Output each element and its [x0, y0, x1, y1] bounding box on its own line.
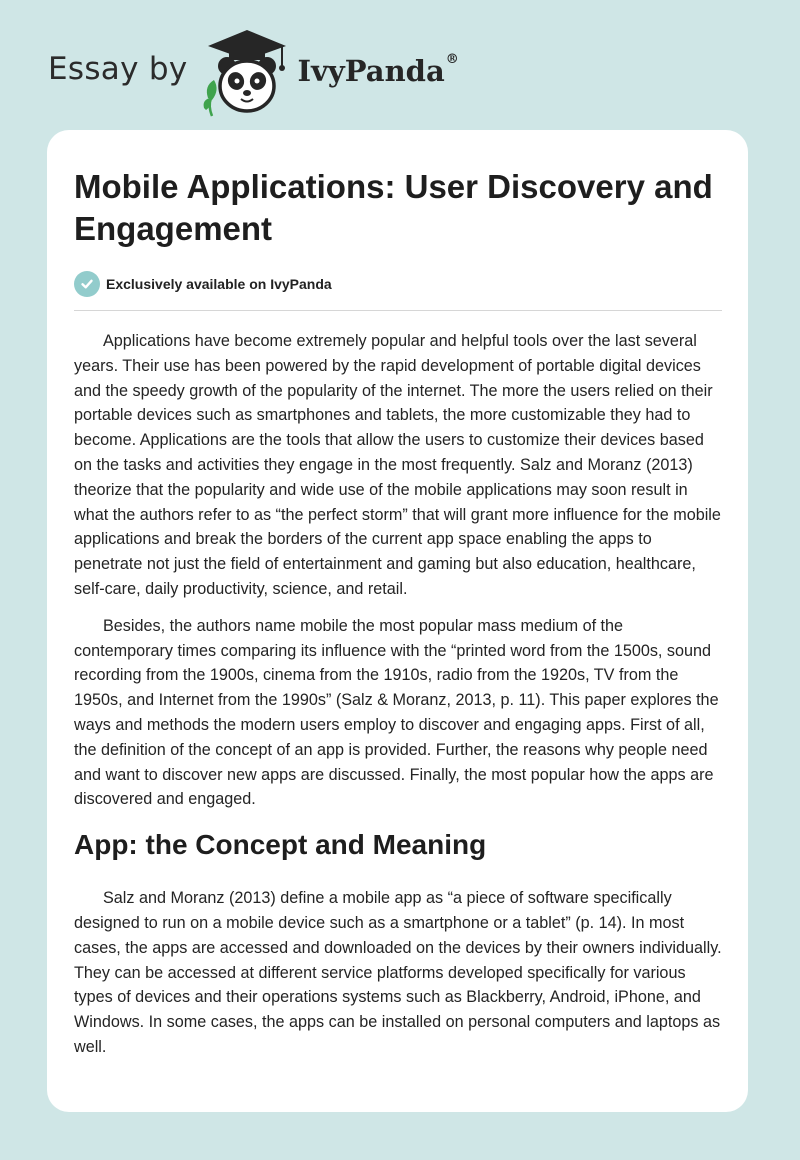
registered-mark: ®	[445, 52, 459, 67]
paragraph: Besides, the authors name mobile the most popular mass medium of the contemporary times comparing its influence with the “printed word from the 1500s, sound recording from the 1900s, cinema from the 1910s, radio from the 1920s, TV from the 1950s, and Internet from the 1990s” (Salz & Moranz, 2013, p. 11). This paper explores the ways and methods the modern users employ to discover and engaging apps. First of all, the definition of the concept of an app is provided. Further, the reasons why people need and want to discover new apps are discussed. Finally, the most popular how the apps are discovered and engaged.	[74, 616, 719, 809]
section-heading: App: the Concept and Meaning	[74, 829, 487, 861]
paragraph: Salz and Moranz (2013) define a mobile app as “a piece of software specifically designed to run on a mobile device such as a smartphone or a tablet” (p. 14). In most cases, the apps are accessed and downloaded on the devices by their owners individually. They can be accessed at different service platforms developed specifically for various types of devices and their operations systems such as Blackberry, Android, iPhone, and Windows. In some cases, the apps can be installed on personal computers and laptops as well.	[74, 889, 722, 1056]
check-badge-icon	[74, 271, 100, 297]
exclusive-notice	[74, 270, 722, 298]
brand-header	[48, 28, 459, 118]
title-divider	[74, 310, 722, 311]
brand-prefix: Essay by	[48, 51, 188, 87]
exclusive-label: Exclusively available on IvyPanda	[106, 276, 332, 292]
essay-card	[47, 130, 748, 1112]
panda-graduate-logo-icon	[202, 28, 292, 118]
paragraph: Applications have become extremely popular and helpful tools over the last several years. Their use has been powered by the rapid development of portable digital devices and the speedy growth of the popularity of the internet. The more the users relied on their portable devices such as smartphones and tablets, the more customizable they had to become. Applications are the tools that allow the users to customize their devices based on the tasks and activities they engage in the most frequently. Salz and Moranz (2013) theorize that the popularity and wide use of the mobile applications may soon result in what the authors refer to as “the perfect storm” that will grant more influence for the mobile applications and break the borders of the current app space enabling the apps to penetrate not just the field of entertainment and gaming but also education, healthcare, self-care, daily productivity, science, and retail.	[74, 332, 721, 598]
brand-name: IvyPanda®	[297, 52, 459, 88]
article-title: Mobile Applications: User Discovery and Engagement	[74, 168, 713, 247]
